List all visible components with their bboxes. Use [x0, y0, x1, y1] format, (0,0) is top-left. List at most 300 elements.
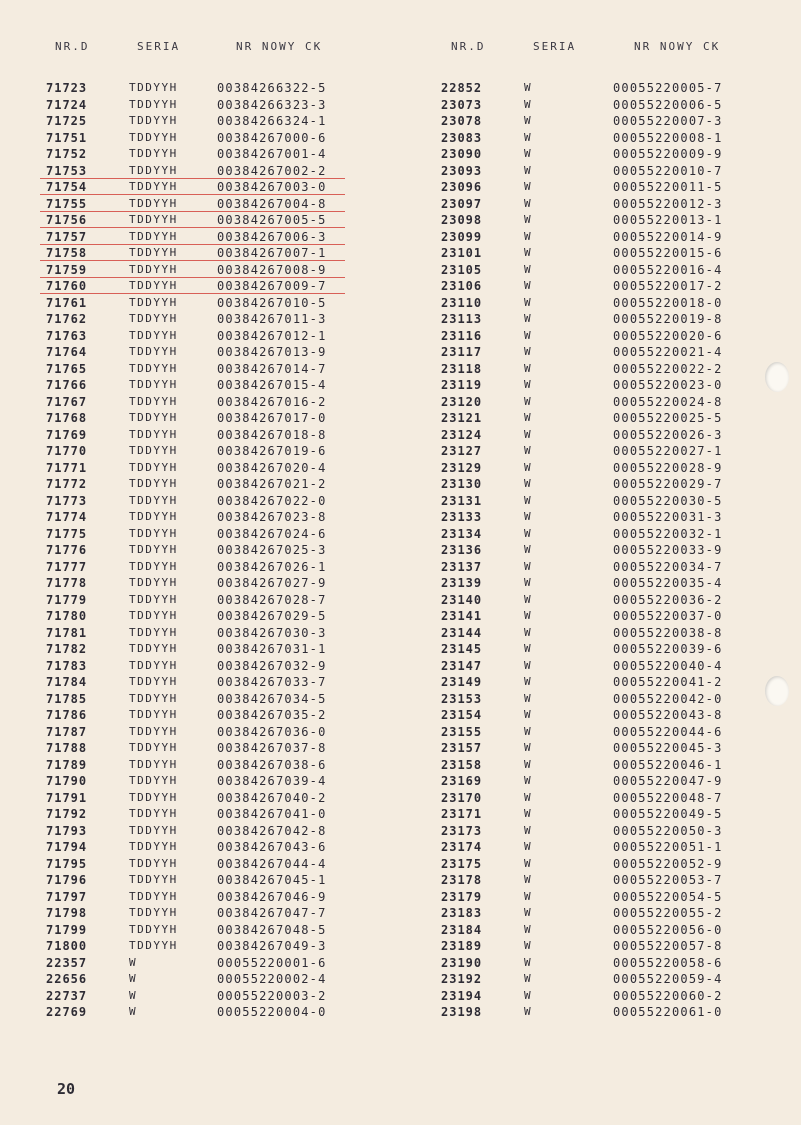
row-seria: W: [524, 559, 533, 573]
row-nr-d: 23110: [441, 295, 483, 310]
row-nr-nowy: 00384267040-2: [217, 790, 327, 805]
row-seria: TDDYYH: [129, 81, 178, 94]
row-seria: TDDYYH: [129, 889, 178, 903]
row-nr-d: 71761: [46, 295, 88, 310]
row-seria: W: [524, 840, 533, 853]
row-seria: W: [524, 510, 533, 523]
row-nr-nowy: 00055220040-4: [613, 658, 723, 673]
row-seria: TDDYYH: [129, 807, 178, 820]
row-seria: W: [129, 972, 138, 985]
row-nr-d: 23090: [441, 147, 483, 161]
row-seria: W: [524, 741, 533, 754]
row-nr-nowy: 00384267029-5: [217, 609, 327, 623]
row-seria: W: [129, 988, 138, 1002]
row-nr-nowy: 00055220028-9: [613, 460, 723, 475]
row-seria: W: [524, 642, 533, 655]
row-seria: W: [524, 691, 533, 705]
row-nr-nowy: 00384267024-6: [217, 526, 327, 541]
row-nr-nowy: 00384267020-4: [217, 460, 327, 475]
row-seria: TDDYYH: [129, 625, 178, 639]
row-nr-nowy: 00055220049-5: [613, 807, 723, 821]
row-nr-d: 23106: [441, 279, 483, 293]
row-seria: W: [524, 906, 533, 919]
row-seria: W: [524, 114, 533, 127]
row-nr-nowy: 00055220029-7: [613, 477, 723, 491]
row-nr-d: 23098: [441, 213, 483, 227]
row-seria: W: [524, 97, 533, 111]
row-seria: W: [524, 757, 533, 771]
row-nr-d: 23139: [441, 576, 483, 590]
row-nr-d: 71792: [46, 807, 88, 821]
row-nr-nowy: 00055220025-5: [613, 411, 723, 425]
row-nr-d: 23129: [441, 460, 483, 475]
row-nr-nowy: 00055220026-3: [613, 427, 723, 442]
row-nr-nowy: 00384267027-9: [217, 576, 327, 590]
row-nr-nowy: 00384267015-4: [217, 378, 327, 392]
row-seria: W: [524, 394, 533, 408]
row-seria: TDDYYH: [129, 526, 178, 540]
row-nr-d: 71762: [46, 312, 88, 326]
row-nr-d: 71768: [46, 411, 88, 425]
row-nr-d: 71793: [46, 823, 88, 838]
row-nr-d: 71800: [46, 939, 88, 953]
row-nr-nowy: 00055220045-3: [613, 741, 723, 755]
row-nr-d: 71777: [46, 559, 88, 574]
row-seria: W: [524, 807, 533, 820]
row-seria: W: [524, 411, 533, 424]
row-nr-d: 71783: [46, 658, 88, 673]
row-nr-nowy: 00055220048-7: [613, 790, 723, 805]
row-seria: W: [524, 328, 533, 342]
row-nr-d: 71795: [46, 856, 88, 871]
row-nr-nowy: 00055220037-0: [613, 609, 723, 623]
row-nr-d: 23119: [441, 378, 483, 392]
row-nr-nowy: 00384267041-0: [217, 807, 327, 821]
row-seria: W: [524, 625, 533, 639]
row-seria: W: [524, 889, 533, 903]
row-seria: W: [524, 543, 533, 556]
row-seria: W: [524, 1005, 533, 1018]
row-seria: TDDYYH: [129, 361, 178, 375]
row-seria: W: [129, 955, 138, 969]
row-nr-nowy: 00384267007-1: [217, 246, 327, 260]
row-nr-nowy: 00055220051-1: [613, 840, 723, 854]
row-nr-d: 71776: [46, 543, 88, 557]
row-nr-nowy: 00055220010-7: [613, 163, 723, 178]
row-nr-d: 23144: [441, 625, 483, 640]
row-nr-d: 71774: [46, 510, 88, 524]
row-nr-nowy: 00055220061-0: [613, 1005, 723, 1019]
row-seria: TDDYYH: [129, 790, 178, 804]
row-seria: TDDYYH: [129, 823, 178, 837]
row-nr-d: 23192: [441, 972, 483, 986]
row-nr-d: 71791: [46, 790, 88, 805]
row-seria: TDDYYH: [129, 477, 178, 490]
row-nr-nowy: 00384266324-1: [217, 114, 327, 128]
row-nr-nowy: 00384267017-0: [217, 411, 327, 425]
row-nr-d: 71725: [46, 114, 88, 128]
row-nr-nowy: 00384267042-8: [217, 823, 327, 838]
row-nr-d: 71789: [46, 757, 88, 772]
row-nr-nowy: 00055220030-5: [613, 493, 723, 508]
row-seria: TDDYYH: [129, 510, 178, 523]
row-seria: W: [524, 609, 533, 622]
row-seria: W: [524, 823, 533, 837]
row-nr-d: 22357: [46, 955, 88, 970]
row-nr-nowy: 00384267033-7: [217, 675, 327, 689]
row-seria: TDDYYH: [129, 741, 178, 754]
row-nr-nowy: 00055220059-4: [613, 972, 723, 986]
row-nr-nowy: 00384267032-9: [217, 658, 327, 673]
row-seria: W: [524, 675, 533, 688]
row-nr-d: 23157: [441, 741, 483, 755]
row-nr-d: 71779: [46, 592, 88, 607]
row-nr-d: 71758: [46, 246, 88, 260]
row-nr-d: 23137: [441, 559, 483, 574]
row-nr-d: 23093: [441, 163, 483, 178]
row-nr-d: 23171: [441, 807, 483, 821]
row-seria: TDDYYH: [129, 180, 178, 193]
row-nr-d: 23136: [441, 543, 483, 557]
row-nr-nowy: 00384267025-3: [217, 543, 327, 557]
row-seria: TDDYYH: [129, 922, 178, 936]
row-nr-d: 71794: [46, 840, 88, 854]
row-nr-nowy: 00055220055-2: [613, 906, 723, 920]
row-seria: W: [524, 592, 533, 606]
row-nr-nowy: 00384267039-4: [217, 774, 327, 788]
row-nr-nowy: 00384267001-4: [217, 147, 327, 161]
row-seria: TDDYYH: [129, 658, 178, 672]
row-nr-nowy: 00384267046-9: [217, 889, 327, 904]
row-nr-d: 71764: [46, 345, 88, 359]
row-nr-nowy: 00055220036-2: [613, 592, 723, 607]
row-nr-d: 23170: [441, 790, 483, 805]
row-seria: W: [524, 658, 533, 672]
row-nr-nowy: 00055220035-4: [613, 576, 723, 590]
row-nr-d: 71797: [46, 889, 88, 904]
row-nr-nowy: 00384267022-0: [217, 493, 327, 508]
row-nr-nowy: 00384267031-1: [217, 642, 327, 656]
row-nr-nowy: 00055220024-8: [613, 394, 723, 409]
header-seria-right: SERIA: [533, 40, 577, 53]
row-nr-d: 23184: [441, 922, 483, 937]
row-nr-nowy: 00384267000-6: [217, 130, 327, 145]
row-nr-d: 23140: [441, 592, 483, 607]
row-nr-nowy: 00384267009-7: [217, 279, 327, 293]
row-nr-nowy: 00384267005-5: [217, 213, 327, 227]
row-nr-nowy: 00384267003-0: [217, 180, 327, 194]
row-nr-nowy: 00384267023-8: [217, 510, 327, 524]
row-seria: W: [524, 213, 533, 226]
row-seria: TDDYYH: [129, 460, 178, 474]
row-seria: TDDYYH: [129, 906, 178, 919]
row-nr-d: 71787: [46, 724, 88, 739]
row-seria: TDDYYH: [129, 642, 178, 655]
row-nr-nowy: 00384267030-3: [217, 625, 327, 640]
row-seria: TDDYYH: [129, 312, 178, 325]
row-seria: W: [524, 229, 533, 243]
row-nr-nowy: 00055220034-7: [613, 559, 723, 574]
row-nr-nowy: 00055220050-3: [613, 823, 723, 838]
row-seria: W: [524, 345, 533, 358]
row-nr-d: 71770: [46, 444, 88, 458]
row-seria: W: [524, 955, 533, 969]
row-nr-nowy: 00055220046-1: [613, 757, 723, 772]
row-seria: TDDYYH: [129, 774, 178, 787]
row-nr-nowy: 00055220007-3: [613, 114, 723, 128]
row-nr-d: 23198: [441, 1005, 483, 1019]
row-nr-nowy: 00055220042-0: [613, 691, 723, 706]
row-nr-d: 23133: [441, 510, 483, 524]
row-seria: TDDYYH: [129, 675, 178, 688]
row-nr-d: 23130: [441, 477, 483, 491]
row-seria: TDDYYH: [129, 724, 178, 738]
row-nr-nowy: 00055220011-5: [613, 180, 723, 194]
row-nr-d: 71753: [46, 163, 88, 178]
row-nr-d: 22656: [46, 972, 88, 986]
row-seria: W: [524, 493, 533, 507]
row-nr-d: 71799: [46, 922, 88, 937]
row-nr-nowy: 00055220056-0: [613, 922, 723, 937]
row-nr-d: 23155: [441, 724, 483, 739]
row-nr-nowy: 00055220012-3: [613, 196, 723, 211]
row-seria: TDDYYH: [129, 559, 178, 573]
row-nr-d: 71766: [46, 378, 88, 392]
row-nr-d: 23117: [441, 345, 483, 359]
row-nr-nowy: 00055220038-8: [613, 625, 723, 640]
row-nr-d: 23116: [441, 328, 483, 343]
punch-hole: [765, 676, 789, 706]
row-nr-nowy: 00055220004-0: [217, 1005, 327, 1019]
row-seria: TDDYYH: [129, 114, 178, 127]
row-nr-nowy: 00384267048-5: [217, 922, 327, 937]
row-nr-nowy: 00055220033-9: [613, 543, 723, 557]
row-nr-d: 23190: [441, 955, 483, 970]
punch-hole: [765, 362, 789, 392]
row-nr-d: 23083: [441, 130, 483, 145]
row-nr-nowy: 00384267016-2: [217, 394, 327, 409]
row-seria: W: [524, 790, 533, 804]
row-seria: W: [524, 81, 533, 94]
row-seria: TDDYYH: [129, 411, 178, 424]
row-nr-d: 71781: [46, 625, 88, 640]
header-nowy-left: NR NOWY CK: [236, 40, 323, 53]
row-nr-nowy: 00055220003-2: [217, 988, 327, 1003]
row-seria: W: [524, 724, 533, 738]
row-seria: W: [524, 130, 533, 144]
row-seria: TDDYYH: [129, 328, 178, 342]
row-nr-nowy: 00055220023-0: [613, 378, 723, 392]
row-nr-nowy: 00384267018-8: [217, 427, 327, 442]
row-nr-d: 71771: [46, 460, 88, 475]
row-nr-nowy: 00384267049-3: [217, 939, 327, 953]
row-seria: W: [524, 988, 533, 1002]
row-seria: TDDYYH: [129, 378, 178, 391]
row-nr-nowy: 00055220052-9: [613, 856, 723, 871]
row-nr-d: 23105: [441, 262, 483, 277]
row-nr-nowy: 00384267038-6: [217, 757, 327, 772]
row-nr-d: 23101: [441, 246, 483, 260]
row-nr-d: 71784: [46, 675, 88, 689]
row-nr-d: 23145: [441, 642, 483, 656]
row-nr-nowy: 00055220008-1: [613, 130, 723, 145]
row-nr-d: 22737: [46, 988, 88, 1003]
row-nr-nowy: 00055220043-8: [613, 708, 723, 722]
row-nr-nowy: 00384267012-1: [217, 328, 327, 343]
row-seria: W: [524, 147, 533, 160]
row-nr-d: 22852: [441, 81, 483, 95]
row-nr-nowy: 00384267021-2: [217, 477, 327, 491]
row-nr-d: 71785: [46, 691, 88, 706]
row-seria: W: [524, 279, 533, 292]
row-nr-d: 23120: [441, 394, 483, 409]
row-nr-nowy: 00384267034-5: [217, 691, 327, 706]
row-seria: W: [524, 526, 533, 540]
row-seria: TDDYYH: [129, 856, 178, 870]
row-seria: W: [524, 295, 533, 309]
row-seria: TDDYYH: [129, 229, 178, 243]
row-seria: TDDYYH: [129, 691, 178, 705]
row-nr-d: 71798: [46, 906, 88, 920]
row-seria: TDDYYH: [129, 592, 178, 606]
row-nr-nowy: 00055220032-1: [613, 526, 723, 541]
row-nr-nowy: 00055220027-1: [613, 444, 723, 458]
row-nr-d: 71786: [46, 708, 88, 722]
row-seria: W: [524, 196, 533, 210]
row-seria: TDDYYH: [129, 427, 178, 441]
row-nr-nowy: 00384267036-0: [217, 724, 327, 739]
row-seria: W: [524, 939, 533, 952]
row-seria: W: [524, 262, 533, 276]
row-nr-d: 71751: [46, 130, 88, 145]
row-nr-d: 23189: [441, 939, 483, 953]
row-seria: W: [524, 873, 533, 886]
row-seria: TDDYYH: [129, 213, 178, 226]
row-nr-nowy: 00055220057-8: [613, 939, 723, 953]
row-nr-d: 23158: [441, 757, 483, 772]
row-nr-d: 23096: [441, 180, 483, 194]
row-nr-nowy: 00384267011-3: [217, 312, 327, 326]
row-nr-d: 71790: [46, 774, 88, 788]
row-nr-nowy: 00055220041-2: [613, 675, 723, 689]
row-seria: TDDYYH: [129, 543, 178, 556]
row-nr-d: 23178: [441, 873, 483, 887]
row-nr-nowy: 00055220005-7: [613, 81, 723, 95]
row-nr-d: 23113: [441, 312, 483, 326]
row-nr-d: 23173: [441, 823, 483, 838]
header-nowy-right: NR NOWY CK: [634, 40, 721, 53]
row-nr-d: 71756: [46, 213, 88, 227]
row-nr-nowy: 00055220013-1: [613, 213, 723, 227]
row-seria: TDDYYH: [129, 394, 178, 408]
row-nr-d: 71775: [46, 526, 88, 541]
row-nr-nowy: 00384267019-6: [217, 444, 327, 458]
row-seria: TDDYYH: [129, 873, 178, 886]
row-nr-nowy: 00055220058-6: [613, 955, 723, 970]
row-nr-nowy: 00384267006-3: [217, 229, 327, 244]
row-nr-nowy: 00055220031-3: [613, 510, 723, 524]
row-nr-d: 71754: [46, 180, 88, 194]
row-seria: W: [524, 427, 533, 441]
row-nr-nowy: 00055220018-0: [613, 295, 723, 310]
row-nr-nowy: 00384267047-7: [217, 906, 327, 920]
row-seria: TDDYYH: [129, 262, 178, 276]
row-seria: W: [524, 460, 533, 474]
row-nr-d: 23149: [441, 675, 483, 689]
row-nr-nowy: 00384267002-2: [217, 163, 327, 178]
row-nr-nowy: 00055220014-9: [613, 229, 723, 244]
row-nr-nowy: 00384267043-6: [217, 840, 327, 854]
row-nr-d: 71769: [46, 427, 88, 442]
row-seria: TDDYYH: [129, 576, 178, 589]
row-seria: TDDYYH: [129, 939, 178, 952]
row-seria: TDDYYH: [129, 493, 178, 507]
row-seria: TDDYYH: [129, 840, 178, 853]
row-nr-nowy: 00384267004-8: [217, 196, 327, 211]
row-seria: W: [524, 477, 533, 490]
row-nr-d: 23174: [441, 840, 483, 854]
row-nr-d: 23169: [441, 774, 483, 788]
row-seria: W: [524, 444, 533, 457]
row-seria: W: [524, 180, 533, 193]
row-seria: W: [524, 576, 533, 589]
row-nr-d: 23127: [441, 444, 483, 458]
row-seria: W: [524, 708, 533, 721]
row-seria: TDDYYH: [129, 147, 178, 160]
row-seria: TDDYYH: [129, 279, 178, 292]
row-nr-d: 71796: [46, 873, 88, 887]
row-nr-d: 23175: [441, 856, 483, 871]
row-seria: TDDYYH: [129, 609, 178, 622]
row-nr-d: 71788: [46, 741, 88, 755]
row-nr-d: 71778: [46, 576, 88, 590]
row-nr-nowy: 00055220047-9: [613, 774, 723, 788]
row-nr-d: 23078: [441, 114, 483, 128]
row-nr-d: 23147: [441, 658, 483, 673]
row-seria: TDDYYH: [129, 97, 178, 111]
row-nr-nowy: 00055220017-2: [613, 279, 723, 293]
row-nr-nowy: 00055220001-6: [217, 955, 327, 970]
row-seria: TDDYYH: [129, 708, 178, 721]
row-nr-d: 71780: [46, 609, 88, 623]
row-nr-nowy: 00055220002-4: [217, 972, 327, 986]
row-nr-nowy: 00055220053-7: [613, 873, 723, 887]
row-nr-d: 23099: [441, 229, 483, 244]
row-nr-nowy: 00384266323-3: [217, 97, 327, 112]
row-seria: W: [524, 312, 533, 325]
row-nr-d: 23124: [441, 427, 483, 442]
row-nr-d: 71724: [46, 97, 88, 112]
row-seria: TDDYYH: [129, 444, 178, 457]
row-nr-d: 71763: [46, 328, 88, 343]
row-nr-nowy: 00384267008-9: [217, 262, 327, 277]
row-nr-d: 23073: [441, 97, 483, 112]
row-nr-d: 23118: [441, 361, 483, 376]
row-nr-nowy: 00055220009-9: [613, 147, 723, 161]
row-nr-d: 71765: [46, 361, 88, 376]
row-nr-nowy: 00384267013-9: [217, 345, 327, 359]
row-nr-nowy: 00384267010-5: [217, 295, 327, 310]
row-nr-d: 23179: [441, 889, 483, 904]
row-nr-d: 71782: [46, 642, 88, 656]
row-nr-nowy: 00055220060-2: [613, 988, 723, 1003]
row-nr-d: 23121: [441, 411, 483, 425]
row-seria: TDDYYH: [129, 295, 178, 309]
row-nr-d: 71752: [46, 147, 88, 161]
row-nr-d: 23141: [441, 609, 483, 623]
row-nr-nowy: 00055220006-5: [613, 97, 723, 112]
row-nr-d: 23154: [441, 708, 483, 722]
